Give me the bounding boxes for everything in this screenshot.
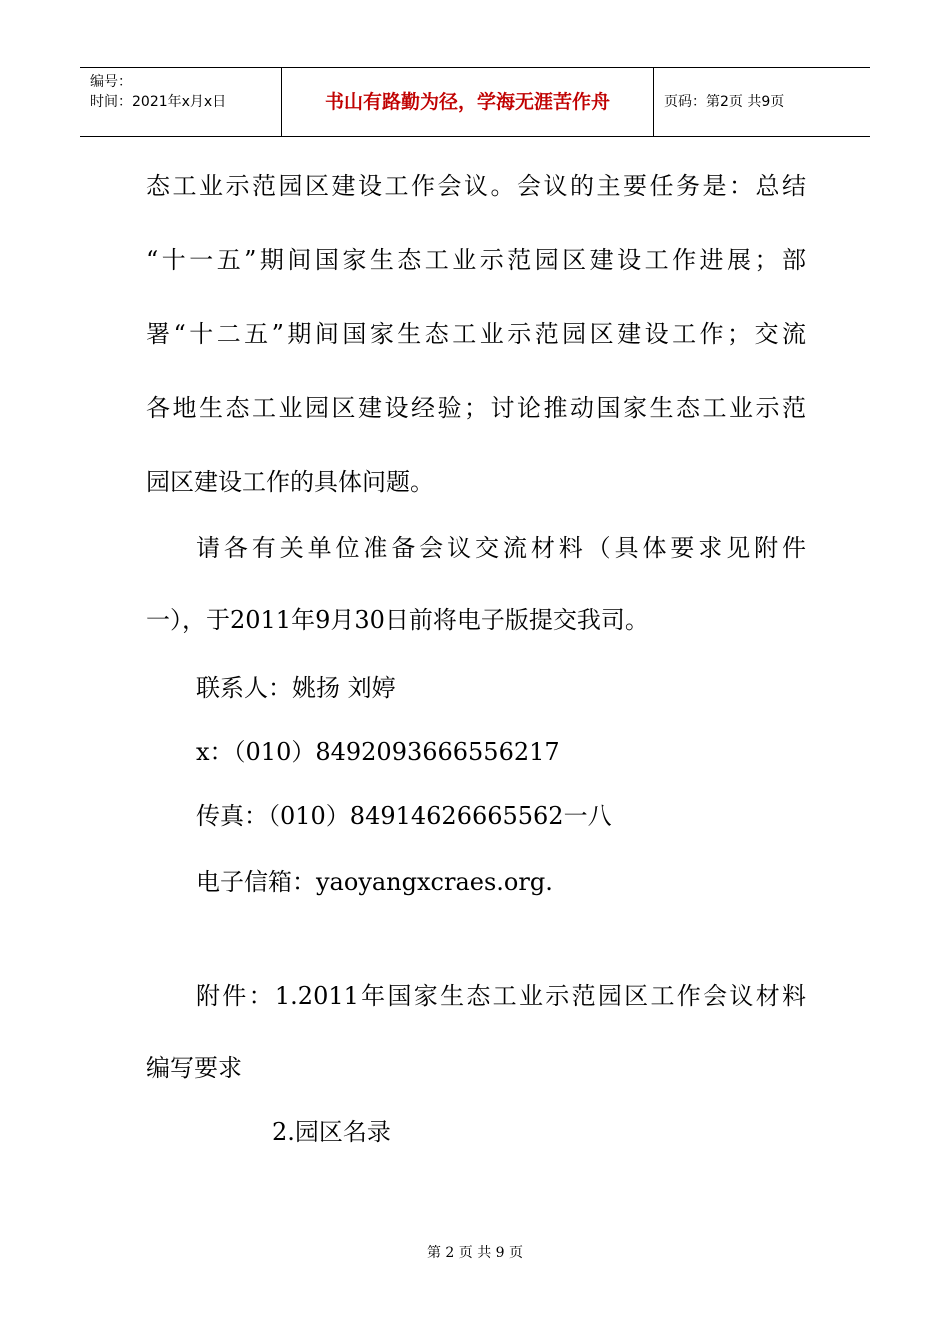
page-header: [80, 67, 870, 137]
attachment-2: 2.园区名录: [272, 1118, 391, 1146]
body-line-3: 署“十二五”期间国家生态工业示范园区建设工作；交流: [146, 320, 806, 348]
body-line-7: 一），于2011年9月30日前将电子版提交我司。: [146, 606, 649, 634]
page-footer: 第 2 页 共 9 页: [426, 1245, 524, 1261]
contact-person: 联系人：姚扬 刘婷: [196, 674, 396, 702]
body-line-4: 各地生态工业园区建设经验；讨论推动国家生态工业示范: [146, 394, 806, 422]
contact-email: 电子信箱：yaoyangxcraes.org.: [196, 868, 553, 896]
header-page-info: 页码：第2页 共9页: [664, 94, 785, 110]
document-date-label: 时间：2021年x月x日: [90, 94, 227, 110]
header-motto: 书山有路勤为径，学海无涯苦作舟: [282, 68, 654, 136]
body-line-1: 态工业示范园区建设工作会议。会议的主要任务是：总结: [146, 172, 806, 200]
contact-fax: 传真：（010）84914626665562一八: [196, 802, 612, 830]
header-meta-cell: [80, 68, 282, 136]
contact-phone: x：（010）8492093666556217: [196, 738, 560, 766]
attachment-1: 附件：1.2011年国家生态工业示范园区工作会议材料: [196, 982, 806, 1010]
body-line-6: 请各有关单位准备会议交流材料（具体要求见附件: [196, 534, 806, 562]
body-line-5: 园区建设工作的具体问题。: [146, 468, 434, 496]
body-line-2: “十一五”期间国家生态工业示范园区建设工作进展；部: [146, 246, 806, 274]
document-number-label: 编号：: [90, 74, 132, 90]
attachment-1-continued: 编写要求: [146, 1054, 242, 1082]
